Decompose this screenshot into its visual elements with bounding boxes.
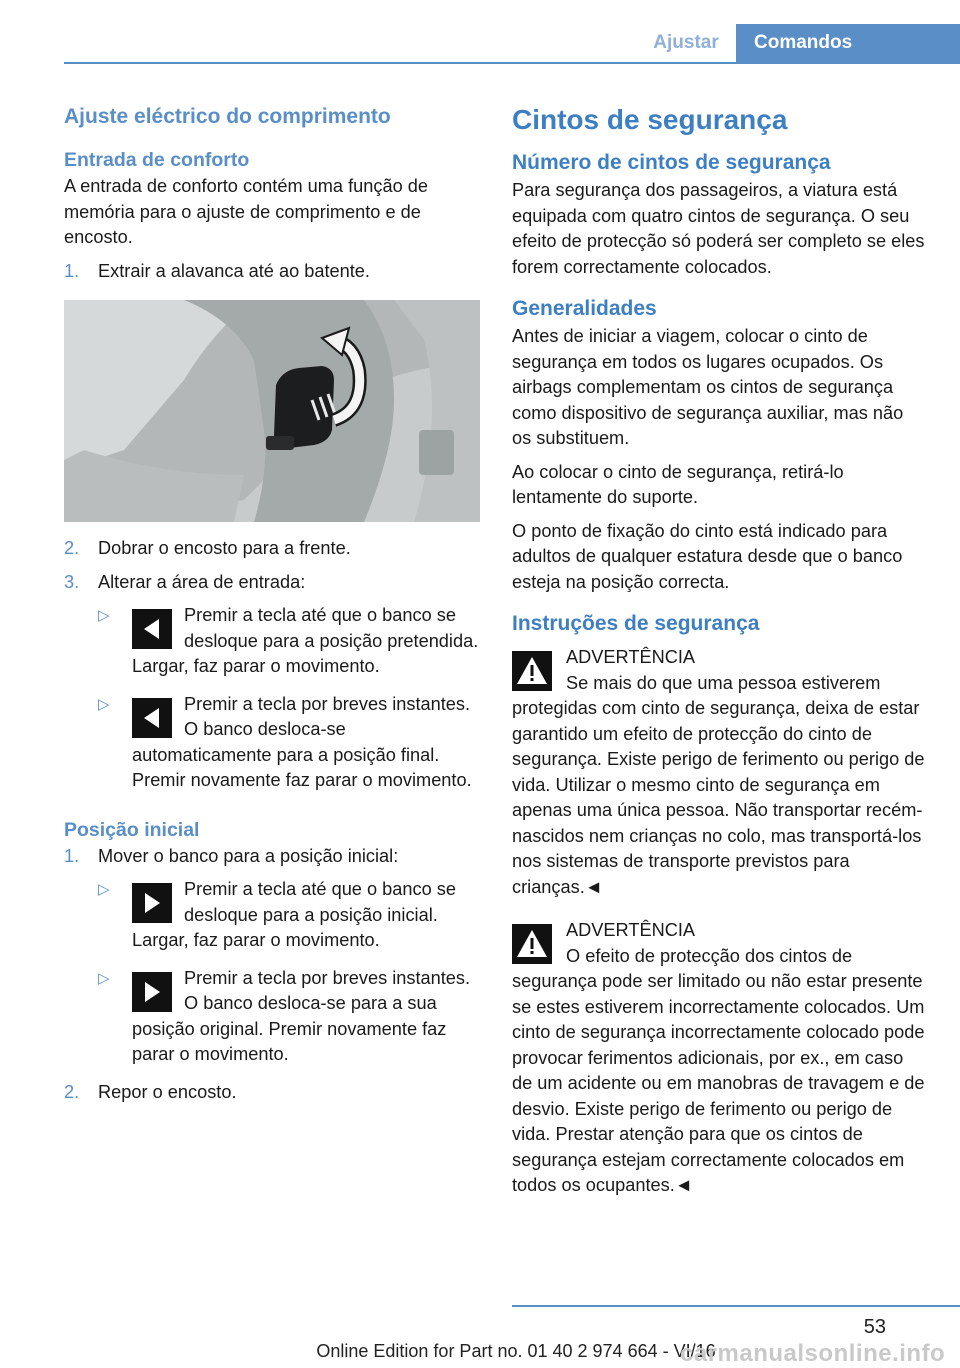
step-text: Extrair a alavanca até ao batente. bbox=[98, 260, 370, 281]
right-column bbox=[512, 100, 926, 1215]
heading-numero-cintos: Número de cintos de segurança bbox=[512, 151, 831, 174]
heading-generalidades: Generalidades bbox=[512, 297, 657, 320]
step-item bbox=[64, 536, 480, 562]
seat-lever-photo bbox=[64, 300, 480, 522]
warning-label: ADVERTÊNCIA bbox=[566, 647, 696, 667]
section-heading-ajuste: Ajuste eléctrico do comprimento bbox=[64, 105, 391, 128]
paragraph-general-1: Antes de iniciar a viagem, colocar o cinto de segurança em todos os lugares ocupados. Os airbags complementam os cintos de segurança como dispositivo de segurança auxiliar, mas não os substituem. bbox=[512, 326, 904, 448]
header-tab-comandos[interactable]: Comandos bbox=[736, 24, 960, 62]
left-column bbox=[64, 100, 480, 1113]
footer-edition: Online Edition for Part no. 01 40 2 974 664 - VI/16 bbox=[316, 1341, 716, 1361]
step-number: 2. bbox=[64, 1081, 80, 1102]
bullet-text: Premir a tecla por breves instantes. O banco desloca-se para a sua posição original. Premir novamente faz parar o movimento. bbox=[132, 967, 471, 1064]
step-item bbox=[64, 844, 480, 870]
step-item bbox=[64, 1080, 480, 1106]
step-item bbox=[64, 259, 480, 285]
watermark: carmanualsonline.info bbox=[680, 1340, 946, 1367]
bullet-triangle-icon: ▷ bbox=[98, 695, 110, 713]
step-number: 1. bbox=[64, 845, 80, 866]
bullet-item bbox=[98, 603, 480, 680]
step-text: Mover o banco para a posição inicial: bbox=[98, 845, 399, 866]
bullet-text: Premir a tecla até que o banco se desloque para a posição inicial. Largar, faz parar o movimento. bbox=[132, 879, 456, 950]
subheading-posicao-inicial: Posição inicial bbox=[64, 818, 200, 841]
paragraph-general-3: O ponto de fixação do cinto está indicado para adultos de qualquer estatura desde que o banco esteja na posição correcta. bbox=[512, 520, 903, 592]
step-text: Alterar a área de entrada: bbox=[98, 571, 306, 592]
header-tab-ajustar[interactable]: Ajustar bbox=[653, 32, 719, 53]
warning-label: ADVERTÊNCIA bbox=[566, 920, 696, 940]
bullet-text: Premir a tecla até que o banco se desloque para a posição pretendida. Largar, faz parar o movimento. bbox=[132, 605, 479, 676]
warning-block bbox=[512, 645, 926, 900]
bullet-triangle-icon: ▷ bbox=[98, 969, 110, 987]
bullet-item bbox=[98, 692, 480, 794]
arrow-right-key-icon bbox=[132, 972, 172, 1012]
step-text: Repor o encosto. bbox=[98, 1081, 237, 1102]
warning-text: O efeito de protecção dos cintos de segurança pode ser limitado ou não estar presente se estes estiverem incorrectamente colocados. Um cinto de segurança incorrectamente colocado pode provocar ferimentos adicionais, por ex., em caso de um acidente ou em manobras de travagem e de desvio. Existe perigo de ferimento ou perigo de vida. Prestar atenção para que os cintos de segurança estejam correctamente colocados em todos os ocupantes.◄ bbox=[512, 945, 925, 1195]
footer-rule bbox=[512, 1305, 960, 1307]
page-title: Cintos de segurança bbox=[512, 104, 788, 135]
step-number: 1. bbox=[64, 260, 80, 281]
warning-block bbox=[512, 918, 926, 1199]
bullet-item bbox=[98, 966, 480, 1068]
header-rule bbox=[64, 62, 960, 64]
warning-triangle-icon bbox=[512, 924, 552, 964]
step-number: 3. bbox=[64, 571, 80, 592]
bullet-triangle-icon: ▷ bbox=[98, 607, 110, 624]
warning-triangle-icon bbox=[512, 651, 552, 691]
step-number: 2. bbox=[64, 538, 80, 558]
intro-paragraph: A entrada de conforto contém uma função de memória para o ajuste de comprimento e de encosto. bbox=[64, 176, 428, 247]
subheading-entrada-conforto: Entrada de conforto bbox=[64, 149, 250, 171]
step-item bbox=[64, 570, 480, 596]
seat-lever-illustration bbox=[64, 300, 480, 522]
step-text: Dobrar o encosto para a frente. bbox=[98, 538, 351, 558]
bullet-triangle-icon: ▷ bbox=[98, 881, 110, 898]
arrow-right-key-icon bbox=[132, 883, 172, 923]
bullet-text: Premir a tecla por breves instantes. O banco desloca-se automaticamente para a posição final. Premir novamente faz parar o movimento. bbox=[132, 693, 472, 790]
heading-instrucoes: Instruções de segurança bbox=[512, 612, 760, 635]
paragraph-general-2: Ao colocar o cinto de segurança, retirá-lo lentamente do suporte. bbox=[512, 461, 844, 507]
paragraph-numero: Para segurança dos passageiros, a viatura está equipada com quatro cintos de segurança. O seu efeito de protecção só poderá ser completo se eles forem correctamente colocados. bbox=[512, 180, 925, 277]
warning-text: Se mais do que uma pessoa estiverem protegidas com cinto de segurança, deixa de estar garantido um efeito de protecção do cinto de segurança. Existe perigo de ferimento ou perigo de vida. Utilizar o mesmo cinto de segurança em apenas uma única pessoa. Não transportar recém-nascidos nem crianças no colo, mas transportá-los nos sistemas de transporte previstos para crianças.◄ bbox=[512, 672, 925, 897]
arrow-left-key-icon bbox=[132, 698, 172, 738]
arrow-left-key-icon bbox=[132, 609, 172, 649]
bullet-item bbox=[98, 877, 480, 954]
page-number: 53 bbox=[863, 1316, 886, 1338]
